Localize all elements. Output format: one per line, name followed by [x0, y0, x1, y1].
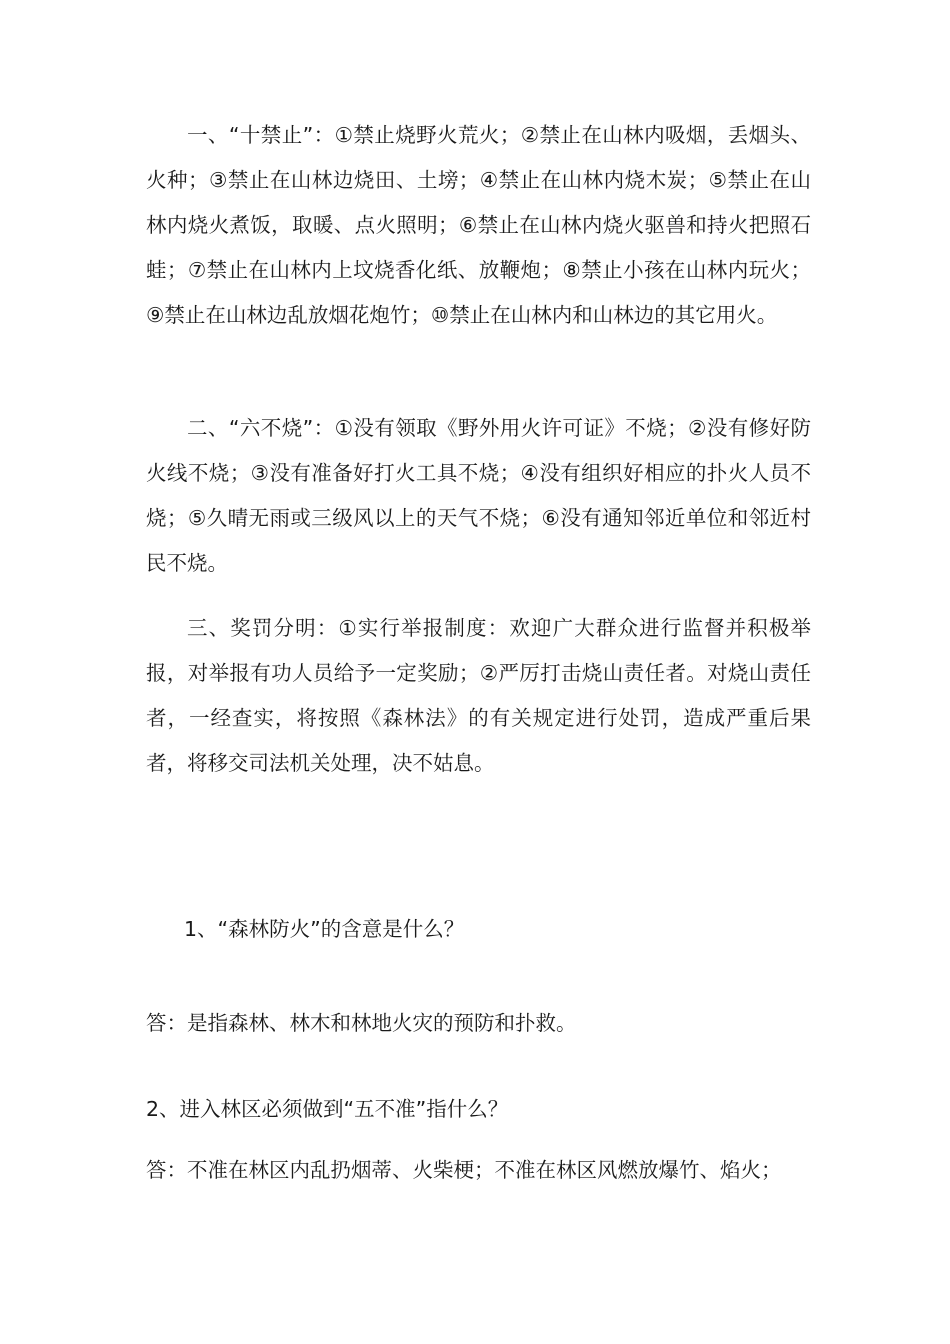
answer-2: 答：不准在林区内乱扔烟蒂、火柴梗；不准在林区风燃放爆竹、焰火； — [146, 1158, 782, 1182]
paragraph-ten-prohibitions: 一、“十禁止”：①禁止烧野火荒火；②禁止在山林内吸烟，丢烟头、火种；③禁止在山林边烧田、土塝；④禁止在山林内烧木炭；⑤禁止在山林内烧火煮饭，取暖、点火照明；⑥禁止在山林内烧火驱兽和持火把照石蛙；⑦禁止在山林内上坟烧香化纸、放鞭炮；⑧禁止小孩在山林内玩火；⑨禁止在山林边乱放烟花炮竹；⑩禁止在山林内和山林边的其它用火。 — [146, 123, 811, 327]
paragraph-six-no-burning: 二、“六不烧”：①没有领取《野外用火许可证》不烧；②没有修好防火线不烧；③没有准备好打火工具不烧；④没有组织好相应的扑火人员不烧；⑤久晴无雨或三级风以上的天气不烧；⑥没有通知邻近单位和邻近村民不烧。 — [146, 416, 811, 575]
answer-1: 答：是指森林、林木和林地火灾的预防和扑救。 — [146, 1011, 577, 1035]
paragraph-rewards-punishments: 三、奖罚分明：①实行举报制度：欢迎广大群众进行监督并积极举报，对举报有功人员给予一定奖励；②严厉打击烧山责任者。对烧山责任者，一经查实，将按照《森林法》的有关规定进行处罚，造成严重后果者，将移交司法机关处理，决不姑息。 — [146, 616, 811, 775]
question-1: 1、“森林防火”的含意是什么？ — [184, 917, 465, 941]
question-2: 2、进入林区必须做到“五不准”指什么？ — [146, 1097, 509, 1121]
